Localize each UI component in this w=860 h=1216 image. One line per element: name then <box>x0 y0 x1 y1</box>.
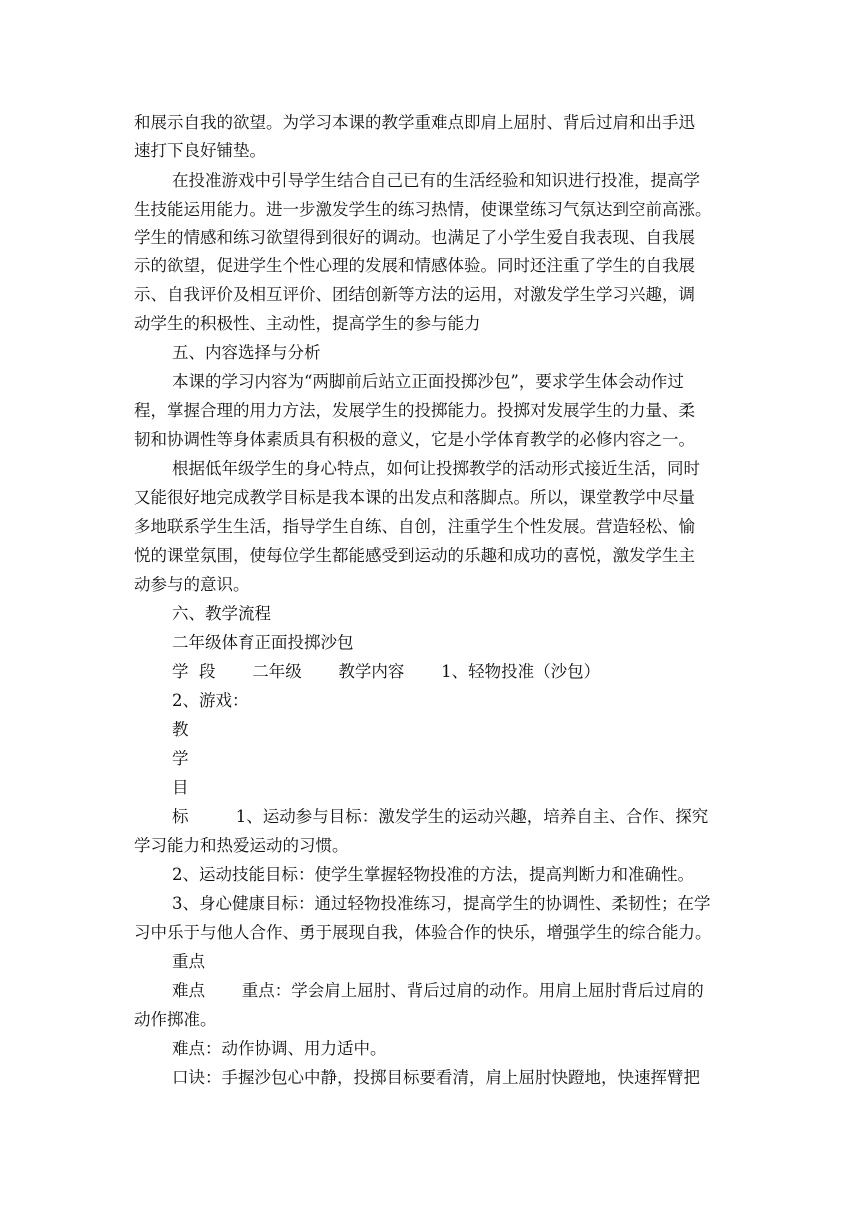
text-line: 本课的学习内容为“两脚前后站立正面投掷沙包”，要求学生体会动作过 <box>172 372 684 391</box>
text-line: 示的欲望，促进学生个性心理的发展和情感体验。同时还注重了学生的自我展 <box>134 256 695 275</box>
text-line: 示、自我评价及相互评价、团结创新等方法的运用，对激发学生学习兴趣，调 <box>134 285 695 304</box>
text-line: 学生的情感和练习欲望得到很好的调动。也满足了小学生爱自我表现、自我展 <box>134 228 695 247</box>
text-line: 速打下良好铺垫。 <box>134 141 266 160</box>
text-line: 又能很好地完成教学目标是我本课的出发点和落脚点。所以，课堂教学中尽量 <box>134 488 695 507</box>
text-line: 学 <box>172 749 189 768</box>
text-line: 动参与的意识。 <box>134 575 250 594</box>
text-line: 重点 <box>172 952 205 971</box>
text-line: 口诀：手握沙包心中静，投掷目标要看清，肩上屈肘快蹬地，快速挥臂把 <box>172 1068 700 1087</box>
text-line: 教 <box>172 720 189 739</box>
text-line: 标 1、运动参与目标：激发学生的运动兴趣，培养自主、合作、探究 <box>172 807 709 826</box>
text-line: 根据低年级学生的身心特点，如何让投掷教学的活动形式接近生活，同时 <box>172 459 700 478</box>
text-line: 习中乐于与他人合作、勇于展现自我，体验合作的快乐，增强学生的综合能力。 <box>134 923 712 942</box>
text-line: 难点：动作协调、用力适中。 <box>172 1039 387 1058</box>
text-line: 难点 重点：学会肩上屈肘、背后过肩的动作。用肩上屈肘背后过肩的 <box>172 981 704 1000</box>
text-line: 动作掷准。 <box>134 1010 217 1029</box>
section-heading: 六、教学流程 <box>172 604 271 623</box>
text-line: 韧和协调性等身体素质具有积极的意义，它是小学体育教学的必修内容之一。 <box>134 430 695 449</box>
text-line: 3、身心健康目标：通过轻物投准练习，提高学生的协调性、柔韧性；在学 <box>172 894 711 913</box>
text-line: 和展示自我的欲望。为学习本课的教学重难点即肩上屈肘、背后过肩和出手迅 <box>134 113 695 132</box>
text-line: 在投准游戏中引导学生结合自己已有的生活经验和知识进行投准，提高学 <box>172 171 700 190</box>
text-line: 生技能运用能力。进一步激发学生的练习热情，使课堂练习气氛达到空前高涨。 <box>134 200 712 219</box>
text-line: 2、运动技能目标：使学生掌握轻物投准的方法，提高判断力和准确性。 <box>172 865 694 884</box>
text-line: 悦的课堂氛围，使每位学生都能感受到运动的乐趣和成功的喜悦，激发学生主 <box>134 546 695 565</box>
text-line: 多地联系学生生活，指导学生自练、自创，注重学生个性发展。营造轻松、愉 <box>134 517 695 536</box>
table-row: 学 段 二年级 教学内容 1、轻物投准（沙包） <box>172 662 601 681</box>
text-line: 程，掌握合理的用力方法，发展学生的投掷能力。投掷对发展学生的力量、柔 <box>134 401 695 420</box>
text-line: 二年级体育正面投掷沙包 <box>172 633 354 652</box>
section-heading: 五、内容选择与分析 <box>172 343 321 362</box>
text-line: 动学生的积极性、主动性，提高学生的参与能力 <box>134 314 481 333</box>
text-line: 目 <box>172 778 189 797</box>
text-line: 2、游戏： <box>172 691 249 710</box>
text-line: 学习能力和热爱运动的习惯。 <box>134 836 349 855</box>
